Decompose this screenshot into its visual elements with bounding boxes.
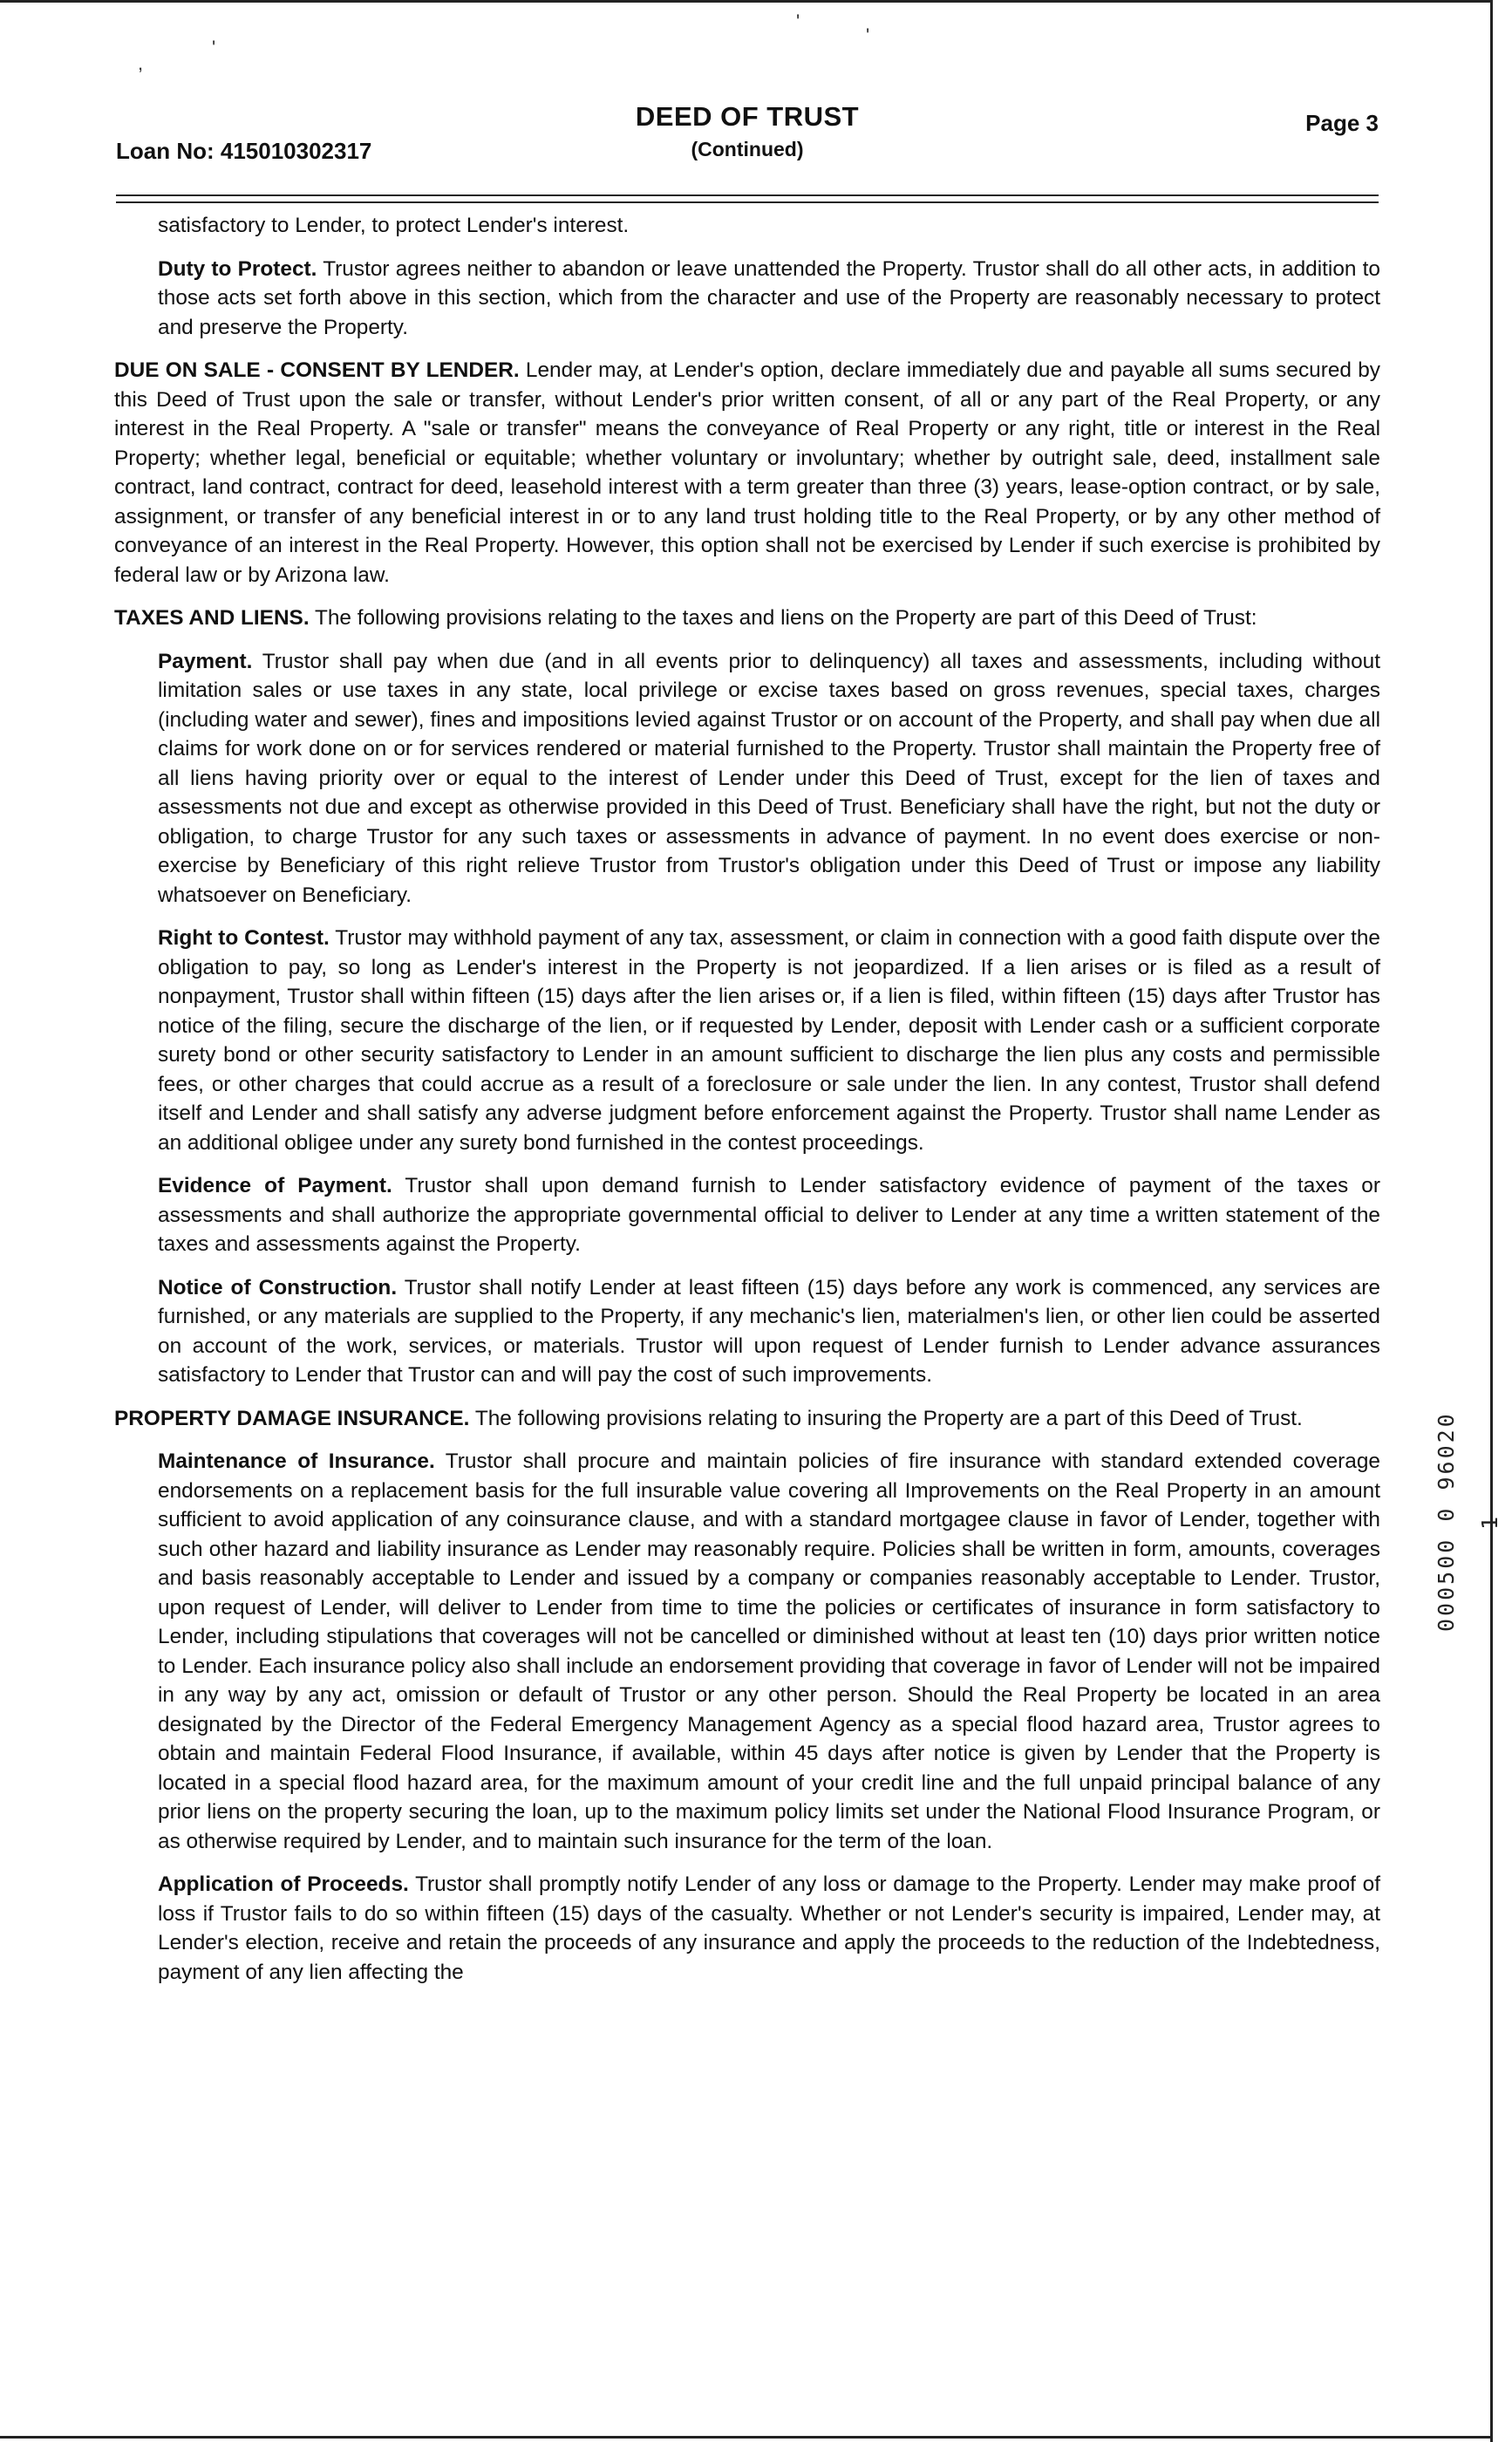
section-heading: DUE ON SALE - CONSENT BY LENDER.: [114, 358, 520, 382]
document-body: [114, 211, 1380, 2001]
scan-mark: ': [796, 10, 800, 32]
document-subtitle: (Continued): [691, 138, 804, 160]
section-heading: Payment.: [158, 649, 253, 673]
section-heading: Notice of Construction.: [158, 1275, 398, 1299]
section-heading: Evidence of Payment.: [158, 1174, 392, 1197]
section-heading: Right to Contest.: [158, 926, 330, 950]
paragraph-text: The following provisions relating to the taxes and liens on the Property are part of this Deed of Trust:: [314, 606, 1257, 630]
header-rule: [116, 201, 1379, 203]
paragraph-text: Trustor shall procure and maintain policies of fire insurance with standard extended coverage endorsements on a replacement basis for the full insurable value covering all Improvements on the Real Property in an amount sufficient to avoid application of any coinsurance clause, and with a standard mortgagee clause in favor of Lender, together with such other hazard and liability insurance as Lender may reasonably require. Policies shall be written in form, amounts, coverages and basis reasonably acceptable to Lender and issued by a company or companies reasonably acceptable to Lender. Trustor, upon request of Lender, will deliver to Lender from time to time the policies or certificates of insurance in form satisfactory to Lender, including stipulations that coverages will not be cancelled or diminished without at least ten (10) days prior written notice to Lender. Each insurance policy also shall include an endorsement providing that coverage in favor of Lender will not be impaired in any way by any act, omission or default of Trustor or any other person. Should the Real Property be located in an area designated by the Director of the Federal Emergency Management Agency as a special flood hazard area, Trustor agrees to obtain and maintain Federal Flood Insurance, if available, within 45 days after notice is given by Lender that the Property is located in a special flood hazard area, for the maximum amount of your credit line and the full unpaid principal balance of any prior liens on the property securing the loan, up to the maximum policy limits set under the National Flood Insurance Program, or as otherwise required by Lender, and to maintain such insurance for the term of the loan.: [158, 1450, 1380, 1853]
section-right-to-contest: [158, 924, 1380, 1157]
section-due-on-sale: [114, 356, 1380, 590]
section-taxes-and-liens: [114, 604, 1380, 633]
paragraph-text: Trustor may withhold payment of any tax, assessment, or claim in connection with a good faith dispute over the obligation to pay, so long as Lender's interest in the Property is not jeopardized. If a lien arises or is filed as a result of nonpayment, Trustor shall within fifteen (15) days after the lien arises or, if a lien is filed, within fifteen (15) days after Trustor has notice of the filing, secure the discharge of the lien, or if requested by Lender, deposit with Lender cash or a sufficient corporate surety bond or other security satisfactory to Lender in an amount sufficient to discharge the lien plus any costs and permissible fees, or other charges that could accrue as a result of a foreclosure or sale under the lien. In any contest, Trustor shall defend itself and Lender and shall satisfy any adverse judgment before enforcement against the Property. Trustor shall name Lender as an additional obligee under any surety bond furnished in the contest proceedings.: [158, 926, 1380, 1155]
page-header: [116, 98, 1379, 194]
paragraph-text: Lender may, at Lender's option, declare immediately due and payable all sums secured by this Deed of Trust upon the sale or transfer, without Lender's prior written consent, of all or any part of the Real Property, or any interest in the Real Property. A "sale or transfer" means the conveyance of Real Property or any right, title or interest in the Real Property; whether legal, beneficial or equitable; whether voluntary or involuntary; whether by outright sale, deed, installment sale contract, land contract, contract for deed, leasehold interest with a term greater than three (3) years, lease-option contract, or by sale, assignment, or transfer of any beneficial interest in or to any land trust holding title to the Real Property, or by any other method of conveyance of an interest in the Real Property. However, this option shall not be exercised by Lender if such exercise is prohibited by federal law or by Arizona law.: [114, 358, 1380, 587]
section-maintenance-of-insurance: [158, 1447, 1380, 1856]
paragraph-text: Trustor shall promptly notify Lender of any loss or damage to the Property. Lender may make proof of loss if Trustor fails to do so within fifteen (15) days of the casualty. Whether or not Lender's security is impaired, Lender may, at Lender's election, receive and retain the proceeds of any insurance and apply the proceeds to the reduction of the Indebtedness, payment of any lien affecting the: [158, 1872, 1380, 1984]
section-heading: TAXES AND LIENS.: [114, 606, 310, 630]
section-heading: Maintenance of Insurance.: [158, 1450, 435, 1473]
section-application-of-proceeds: [158, 1870, 1380, 1987]
bottom-border: [0, 2436, 1493, 2439]
paragraph-text: Trustor shall upon demand furnish to Lender satisfactory evidence of payment of the taxes or assessments and shall authorize the appropriate governmental official to deliver to Lender at any time a written statement of the taxes and assessments against the Property.: [158, 1174, 1380, 1256]
loan-number: Loan No: 415010302317: [116, 138, 372, 164]
paragraph-text: satisfactory to Lender, to protect Lender's interest.: [158, 214, 630, 237]
document-title: DEED OF TRUST: [635, 101, 860, 132]
paragraph-text: Trustor shall notify Lender at least fifteen (15) days before any work is commenced, any services are furnished, or any materials are supplied to the Property, if any mechanic's lien, materialmen's lien, or other lien could be asserted on account of the work, services, or materials. Trustor will upon request of Lender furnish to Lender advance assurances satisfactory to Lender that Trustor can and will pay the cost of such improvements.: [158, 1275, 1380, 1387]
section-payment: [158, 647, 1380, 911]
right-border: [1490, 0, 1493, 2442]
section-notice-of-construction: [158, 1273, 1380, 1390]
section-property-damage-insurance: [114, 1404, 1380, 1434]
page-number: Page 3: [1305, 110, 1379, 136]
scan-mark: ': [212, 37, 216, 58]
section-heading: Duty to Protect.: [158, 256, 317, 281]
section-duty-to-protect: [158, 255, 1380, 343]
header-rule: [116, 194, 1379, 196]
title-block: [116, 101, 1379, 161]
continued-paragraph: [158, 211, 1380, 241]
paragraph-text: Trustor agrees neither to abandon or leave unattended the Property. Trustor shall do all other acts, in addition to those acts set forth above in this section, which from the character and use of the Property are reasonably necessary to protect and preserve the Property.: [158, 256, 1380, 339]
paragraph-text: The following provisions relating to insuring the Property are a part of this Deed of Trust.: [474, 1406, 1303, 1430]
section-heading: Application of Proceeds.: [158, 1872, 409, 1896]
scan-mark: ,: [138, 52, 144, 74]
top-border: [0, 0, 1493, 3]
scan-mark: ': [866, 24, 870, 46]
paragraph-text: Trustor shall pay when due (and in all events prior to delinquency) all taxes and assessments, including without limitation sales or use taxes in any state, local privilege or excise taxes based on gross revenues, special taxes, charges (including water and sewer), fines and impositions levied against Trustor or on account of the Property, and shall pay when due all claims for work done on or for services rendered or material furnished to the Property. Trustor shall maintain the Property free of all liens having priority over or equal to the interest of Lender under this Deed of Trust, except for the lien of taxes and assessments not due and except as otherwise provided in this Deed of Trust. Beneficiary shall have the right, but not the duty or obligation, to charge Trustor for any such taxes or assessments in advance of payment. In no event does exercise or non-exercise by Beneficiary of this right relieve Trustor from Trustor's obligation under this Deed of Trust or impose any liability whatsoever on Beneficiary.: [158, 649, 1380, 907]
recording-stamp: 000500 0 96020 1: [1434, 1411, 1502, 1633]
section-evidence-of-payment: [158, 1171, 1380, 1259]
section-heading: PROPERTY DAMAGE INSURANCE.: [114, 1406, 470, 1430]
